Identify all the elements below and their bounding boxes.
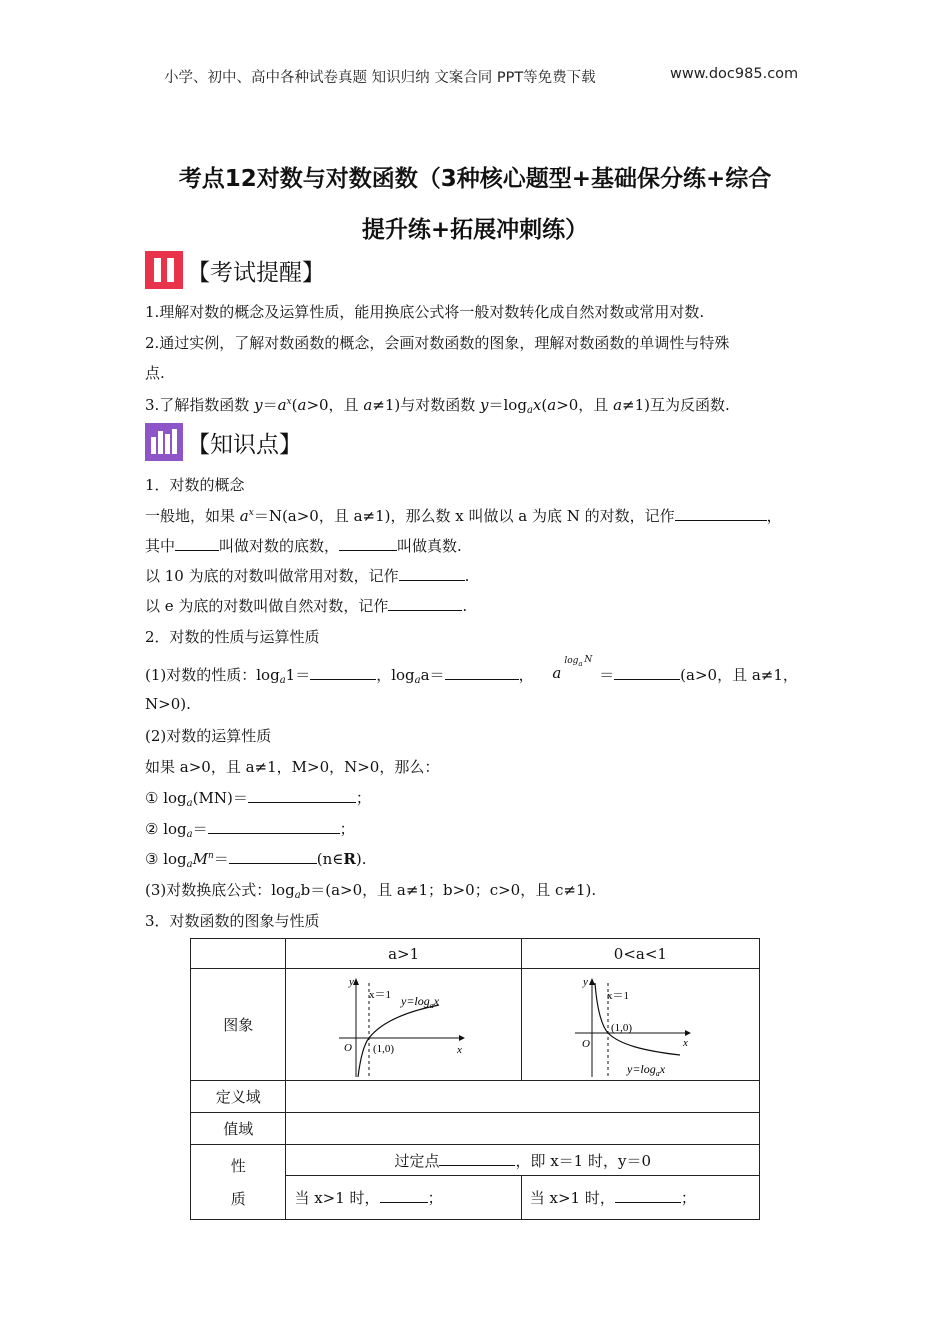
func-label: y=log	[400, 993, 430, 1008]
origin-label: O	[343, 1041, 352, 1054]
pause-icon	[145, 251, 183, 289]
section-knowledge	[145, 422, 302, 462]
p1-line4: 以 e 为底的对数叫做自然对数，记作 .	[145, 597, 468, 615]
p2-rule4: (3)对数换底公式：$\log_ab=(a>0$，且 a≠1；b>0；c>0，且 c≠1).	[145, 881, 597, 901]
p2-rule2: ② $\log_a=$ ；	[145, 820, 355, 840]
bar-chart-icon	[145, 423, 183, 461]
graph-a-lt-1	[521, 969, 759, 1081]
tip-1: 1.理解对数的概念及运算性质，能用换底公式将一般对数转化成自然对数或常用对数.	[145, 303, 705, 321]
tip-2: 2.通过实例，了解对数函数的概念，会画对数函数的图象，理解对数函数的单调性与特殊	[145, 334, 730, 352]
row-domain-label: 定义域	[191, 1081, 286, 1113]
p1-line1: 一般地，如果 $a^x=N(a>0$，且 a≠1)，那么数 x 叫做以 a 为底 N 的对数，记作 ，	[145, 507, 782, 525]
p2-line3: 如果 a>0，且 a≠1，M>0，N>0，那么：	[145, 758, 440, 776]
section-label: 【考试提醒】	[187, 259, 325, 286]
axis-y-label: y	[583, 975, 589, 988]
svg-text:y=logax: $y=\log_ax$	[627, 1061, 666, 1077]
col-a-gt-1: a>1	[286, 939, 521, 969]
section-label: 【知识点】	[187, 431, 302, 458]
row-range-label: 值域	[191, 1113, 286, 1145]
tip-3: 3.了解指数函数 $y=a^x(a>0$，且 a≠1)与对数函数 $y=\log_ax(a>0$，且 a≠1)互为反函数.	[145, 396, 730, 416]
page-title-line1: 考点12对数与对数函数（3种核心题型+基础保分练+综合	[178, 166, 772, 192]
row-range-value	[286, 1113, 760, 1145]
axis-y-label: y	[348, 975, 354, 988]
svg-text:y=logax: $y=\log_ax$	[400, 993, 439, 1010]
header-text: 小学、初中、高中各种试卷真题 知识归纳 文案合同 PPT等免费下载	[164, 70, 596, 86]
p2-line1: (1)对数的性质：$\log_a1=$ ，$\log_aa=$ ， a log a N ＝ (a>0，且 a≠1，	[145, 655, 798, 686]
log-function-table	[190, 938, 760, 1220]
section-exam-tips	[145, 250, 325, 290]
p2-rule1: ① $\log_a(MN)=$ ；	[145, 789, 371, 809]
row-graph-label: 图象	[191, 969, 286, 1081]
row-domain-value	[286, 1081, 760, 1113]
prop-fixed-point: 过定点 ，即 x＝1 时，y＝0	[286, 1145, 760, 1176]
point-label: (1,0)	[372, 1042, 394, 1055]
row-prop-label: 性 质	[191, 1145, 286, 1220]
p1-title: 1．对数的概念	[145, 476, 245, 494]
point-label: (1,0)	[611, 1021, 633, 1034]
p2-line2: (2)对数的运算性质	[145, 727, 272, 745]
p2-title: 2．对数的性质与运算性质	[145, 628, 320, 646]
p3-title: 3．对数函数的图象与性质	[145, 912, 320, 930]
prop-left: 当 x>1 时， ；	[286, 1176, 521, 1220]
p2-line1-cont: N>0).	[145, 695, 191, 713]
x1-label: x＝1	[368, 988, 391, 1001]
header-site: www.doc985.com	[670, 66, 799, 82]
col-a-lt-1: 0<a<1	[521, 939, 759, 969]
p2-rule3: ③ $\log_aM^n=$ (n∈R).	[145, 850, 367, 870]
axis-x-label: x	[456, 1043, 462, 1056]
page-title-line2: 提升练+拓展冲刺练）	[361, 217, 589, 243]
x1-label: x＝1	[607, 989, 630, 1002]
axis-x-label: x	[683, 1036, 689, 1049]
origin-label: O	[582, 1037, 591, 1050]
prop-right: 当 x>1 时， ；	[521, 1176, 759, 1220]
p1-line3: 以 10 为底的对数叫做常用对数，记作 .	[145, 567, 470, 585]
graph-a-gt-1	[286, 969, 521, 1081]
tip-2-cont: 点.	[145, 364, 165, 382]
p1-line2: 其中 叫做对数的底数， 叫做真数.	[145, 537, 462, 555]
func-label: y=log	[627, 1061, 657, 1076]
